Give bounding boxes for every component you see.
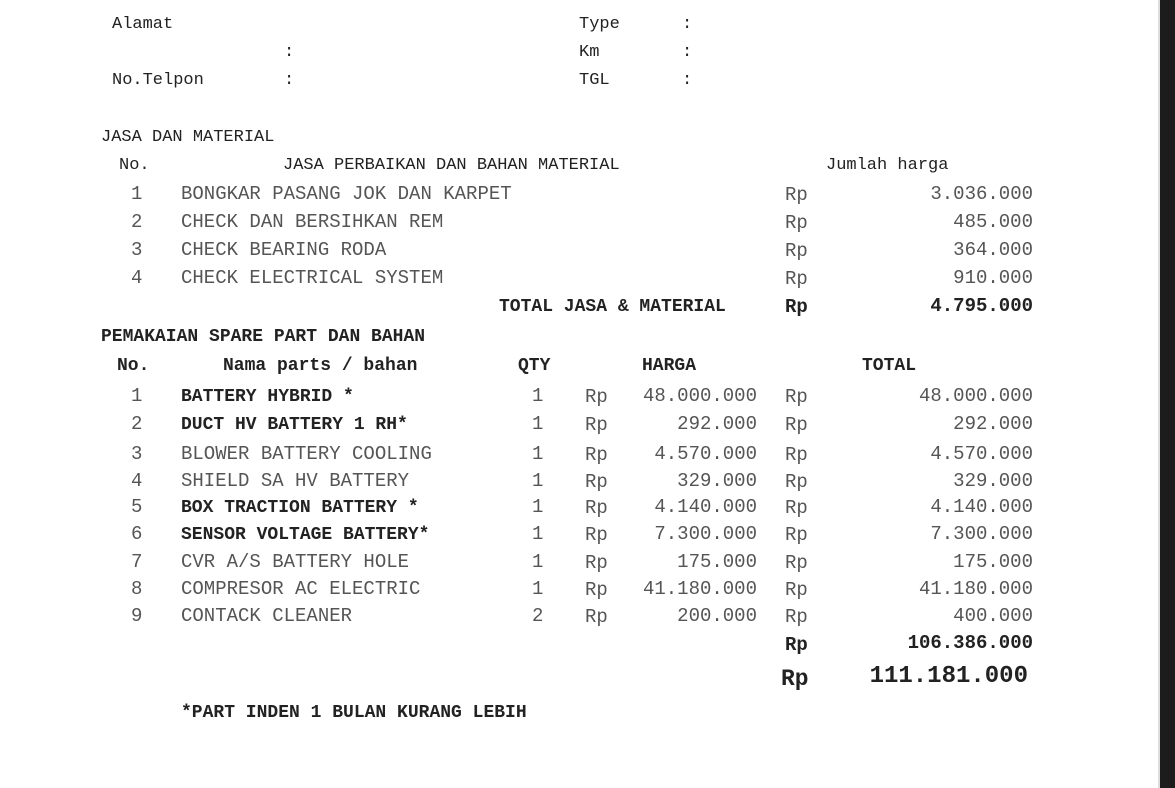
jasa-row-desc: CHECK BEARING RODA [181, 239, 387, 261]
parts-row-name: COMPRESOR AC ELECTRIC [181, 578, 421, 600]
jasa-row-amount: 485.000 [953, 211, 1033, 233]
parts-row-name: SENSOR VOLTAGE BATTERY* [181, 525, 430, 545]
parts-row-price-currency: Rp [585, 579, 608, 601]
parts-row-price: 292.000 [677, 413, 757, 435]
parts-row-total: 48.000.000 [918, 385, 1033, 407]
parts-row-no: 7 [131, 551, 143, 573]
jasa-row-amount: 910.000 [953, 267, 1033, 289]
jasa-row-amount: 3.036.000 [930, 183, 1033, 205]
parts-row-price-currency: Rp [585, 552, 608, 574]
parts-row-price: 175.000 [677, 551, 757, 573]
parts-row-total: 4.570.000 [930, 443, 1033, 465]
jasa-col-no: No. [119, 156, 150, 175]
jasa-row-desc: BONGKAR PASANG JOK DAN KARPET [181, 183, 512, 205]
parts-row-no: 4 [131, 470, 143, 492]
parts-row-total-currency: Rp [785, 552, 808, 574]
parts-row-total: 175.000 [953, 551, 1033, 573]
parts-row-name: SHIELD SA HV BATTERY [181, 470, 410, 492]
parts-row-price: 41.180.000 [642, 578, 757, 600]
parts-row-qty: 1 [532, 551, 544, 573]
jasa-row-desc: CHECK DAN BERSIHKAN REM [181, 211, 444, 233]
parts-row-no: 6 [131, 523, 143, 545]
tgl-label: TGL [579, 71, 610, 90]
grand-total-amount: 111.181.000 [869, 663, 1028, 690]
parts-row-no: 3 [131, 443, 143, 465]
parts-row-no: 1 [131, 385, 143, 407]
jasa-row-no: 1 [131, 183, 143, 205]
parts-row-total: 7.300.000 [930, 523, 1033, 545]
jasa-col-amount: Jumlah harga [826, 156, 949, 175]
parts-row-qty: 1 [532, 443, 544, 465]
parts-row-no: 8 [131, 578, 143, 600]
notelpon-colon: : [284, 71, 295, 90]
parts-row-name: BATTERY HYBRID * [181, 387, 354, 407]
parts-col-name: Nama parts / bahan [223, 356, 418, 376]
jasa-total-currency: Rp [785, 296, 808, 318]
parts-row-price: 4.570.000 [654, 443, 757, 465]
parts-row-price: 200.000 [677, 605, 757, 627]
notelpon-label: No.Telpon [112, 71, 204, 90]
parts-row-qty: 1 [532, 496, 544, 518]
jasa-row-no: 3 [131, 239, 143, 261]
jasa-total-label: TOTAL JASA & MATERIAL [499, 297, 726, 317]
jasa-section-title: JASA DAN MATERIAL [101, 128, 275, 147]
inden-note: *PART INDEN 1 BULAN KURANG LEBIH [181, 703, 527, 723]
parts-col-qty: QTY [518, 356, 551, 376]
parts-col-total: TOTAL [862, 356, 917, 376]
alamat-colon: : [284, 43, 295, 62]
parts-row-name: DUCT HV BATTERY 1 RH* [181, 415, 408, 435]
parts-row-name: BLOWER BATTERY COOLING [181, 443, 432, 465]
parts-row-total: 400.000 [953, 605, 1033, 627]
parts-row-total: 329.000 [953, 470, 1033, 492]
parts-row-total-currency: Rp [785, 414, 808, 436]
parts-subtotal-currency: Rp [785, 634, 808, 656]
parts-row-no: 5 [131, 496, 143, 518]
parts-row-name: CONTACK CLEANER [181, 605, 353, 627]
parts-row-qty: 1 [532, 470, 544, 492]
parts-row-qty: 1 [532, 578, 544, 600]
alamat-label: Alamat [112, 15, 174, 34]
jasa-row-desc: CHECK ELECTRICAL SYSTEM [181, 267, 444, 289]
parts-row-total-currency: Rp [785, 444, 808, 466]
parts-row-price-currency: Rp [585, 414, 608, 436]
parts-row-total-currency: Rp [785, 471, 808, 493]
parts-row-price-currency: Rp [585, 444, 608, 466]
parts-col-no: No. [117, 356, 150, 376]
parts-row-price: 329.000 [677, 470, 757, 492]
jasa-row-currency: Rp [785, 212, 808, 234]
jasa-row-currency: Rp [785, 268, 808, 290]
parts-row-total: 292.000 [953, 413, 1033, 435]
parts-row-no: 2 [131, 413, 143, 435]
parts-row-qty: 1 [532, 413, 544, 435]
parts-row-price-currency: Rp [585, 606, 608, 628]
jasa-row-currency: Rp [785, 240, 808, 262]
tgl-colon: : [682, 71, 693, 90]
parts-row-price-currency: Rp [585, 471, 608, 493]
parts-row-total-currency: Rp [785, 524, 808, 546]
km-colon: : [682, 43, 693, 62]
parts-row-no: 9 [131, 605, 143, 627]
parts-row-price: 7.300.000 [654, 523, 757, 545]
jasa-row-amount: 364.000 [953, 239, 1033, 261]
jasa-row-currency: Rp [785, 184, 808, 206]
page-edge-border [1160, 0, 1175, 788]
jasa-row-no: 2 [131, 211, 143, 233]
parts-row-total-currency: Rp [785, 386, 808, 408]
grand-total-currency: Rp [781, 666, 809, 692]
type-colon: : [682, 15, 693, 34]
parts-row-total: 4.140.000 [930, 496, 1033, 518]
parts-row-name: CVR A/S BATTERY HOLE [181, 551, 410, 573]
type-label: Type [579, 15, 620, 34]
parts-col-price: HARGA [642, 356, 697, 376]
parts-row-qty: 1 [532, 523, 544, 545]
jasa-total-amount: 4.795.000 [930, 295, 1033, 317]
parts-row-total-currency: Rp [785, 579, 808, 601]
parts-row-total: 41.180.000 [918, 578, 1033, 600]
parts-row-price: 48.000.000 [642, 385, 757, 407]
parts-row-price: 4.140.000 [654, 496, 757, 518]
parts-row-qty: 1 [532, 385, 544, 407]
parts-row-price-currency: Rp [585, 386, 608, 408]
parts-row-price-currency: Rp [585, 524, 608, 546]
parts-row-total-currency: Rp [785, 606, 808, 628]
parts-row-total-currency: Rp [785, 497, 808, 519]
km-label: Km [579, 43, 600, 62]
parts-row-name: BOX TRACTION BATTERY * [181, 498, 419, 518]
jasa-col-desc: JASA PERBAIKAN DAN BAHAN MATERIAL [283, 156, 620, 175]
parts-row-qty: 2 [532, 605, 544, 627]
parts-subtotal: 106.386.000 [907, 632, 1033, 654]
parts-row-price-currency: Rp [585, 497, 608, 519]
parts-section-title: PEMAKAIAN SPARE PART DAN BAHAN [101, 327, 426, 347]
jasa-row-no: 4 [131, 267, 143, 289]
